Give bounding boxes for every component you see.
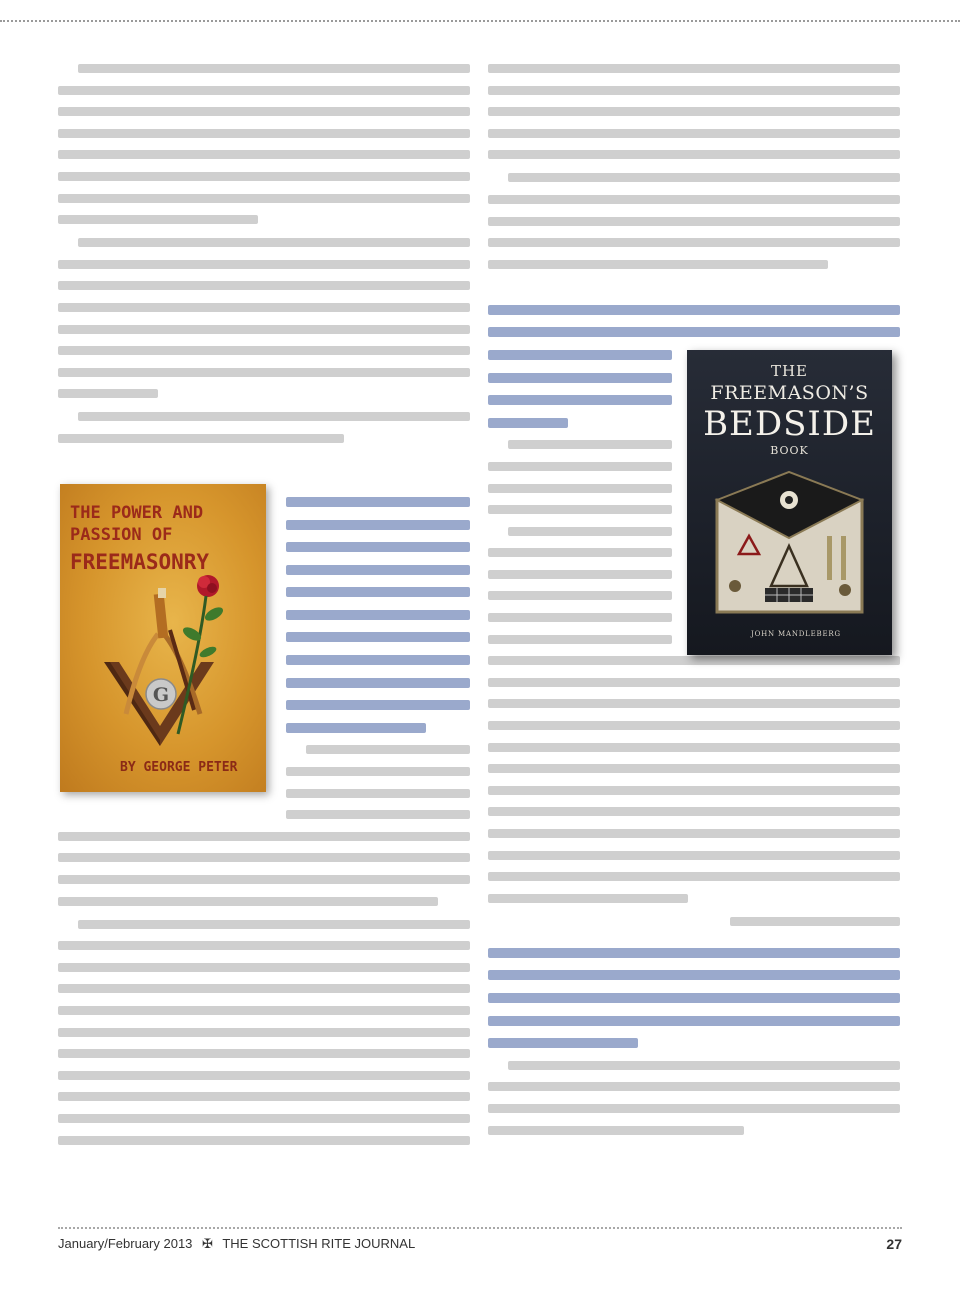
placeholder-heading bbox=[286, 497, 470, 733]
placeholder-heading bbox=[488, 948, 900, 1048]
cover-title-the: THE bbox=[770, 362, 809, 380]
cover-title-bedside: BEDSIDE bbox=[703, 404, 876, 444]
book-cover-power-passion bbox=[60, 484, 266, 792]
page-footer bbox=[58, 1236, 902, 1256]
cover-author: BY GEORGE PETER bbox=[120, 760, 238, 775]
placeholder-paragraph bbox=[488, 1061, 900, 1135]
footer-issue bbox=[58, 1236, 415, 1252]
cover-title: THE POWER AND PASSION OF FREEMASONRY bbox=[70, 503, 210, 574]
placeholder-paragraph bbox=[286, 745, 470, 819]
placeholder-paragraph bbox=[488, 656, 900, 903]
placeholder-paragraph bbox=[58, 832, 470, 906]
cross-ornament-icon: ✠ bbox=[202, 1236, 213, 1251]
placeholder-paragraph bbox=[58, 412, 470, 443]
placeholder-paragraph bbox=[488, 173, 900, 268]
placeholder-signature bbox=[730, 917, 900, 926]
cover-title-freemasons: FREEMASON’S bbox=[710, 382, 869, 404]
cover-author: JOHN MANDLEBERG bbox=[751, 630, 841, 638]
footer-issue-date: January/February 2013 bbox=[58, 1236, 193, 1251]
bottom-dotted-rule bbox=[58, 1227, 902, 1229]
svg-text:G: G bbox=[152, 684, 170, 706]
masonic-apron-icon bbox=[687, 350, 892, 655]
placeholder-paragraph bbox=[58, 920, 470, 1145]
page-number: 27 bbox=[886, 1236, 902, 1252]
placeholder-paragraph bbox=[488, 64, 900, 159]
footer-journal-name: THE SCOTTISH RITE JOURNAL bbox=[222, 1236, 416, 1251]
placeholder-paragraph bbox=[58, 64, 470, 224]
cover-title-book: BOOK bbox=[770, 444, 809, 457]
top-dotted-rule bbox=[0, 20, 960, 22]
placeholder-paragraph bbox=[58, 238, 470, 398]
book-cover-bedside bbox=[687, 350, 892, 655]
